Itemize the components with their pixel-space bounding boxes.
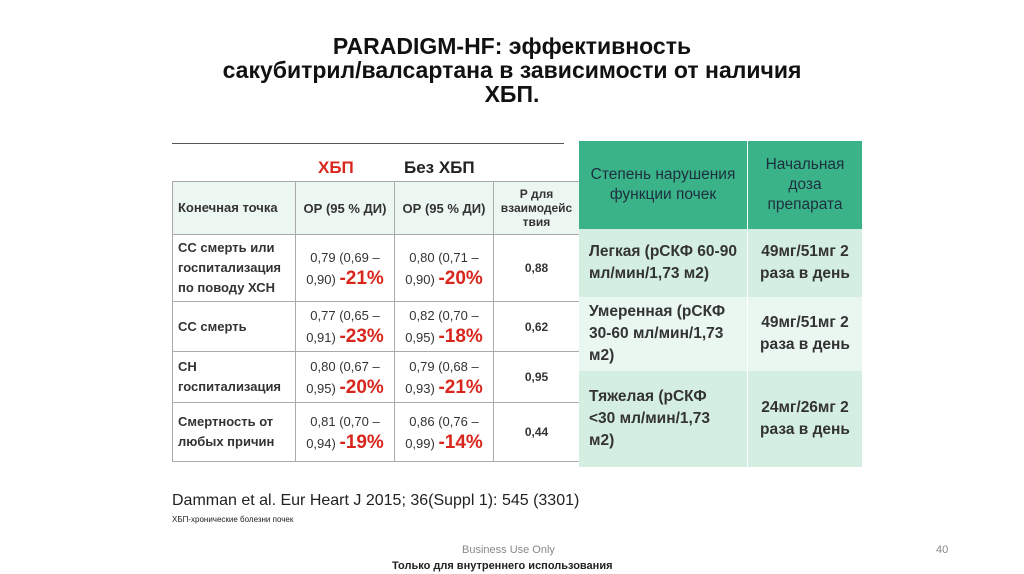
risk-reduction: -20% bbox=[438, 267, 483, 289]
p-value: 0,44 bbox=[494, 403, 580, 462]
risk-reduction: -21% bbox=[339, 267, 384, 289]
endpoint-cell: СС смерть bbox=[173, 302, 296, 352]
dose-cell: 49мг/51мг 2 раза в день bbox=[748, 297, 863, 371]
table-row bbox=[173, 352, 580, 403]
risk-reduction: -21% bbox=[438, 376, 483, 398]
risk-reduction: -14% bbox=[438, 431, 483, 453]
title-line-1: PARADIGM-HF: эффективность bbox=[332, 33, 692, 59]
dose-cell: 49мг/51мг 2 раза в день bbox=[748, 229, 863, 297]
hazard-ratio: 0,81 (0,70 – 0,94) bbox=[306, 413, 380, 451]
risk-reduction: -19% bbox=[339, 431, 384, 453]
ckd-cell bbox=[296, 235, 395, 302]
risk-reduction: -23% bbox=[339, 326, 384, 347]
endpoint-cell: Смертность от любых причин bbox=[173, 403, 296, 462]
p-value: 0,62 bbox=[494, 302, 580, 352]
no-ckd-cell bbox=[395, 235, 494, 302]
hazard-ratio: 0,79 (0,69 – 0,90) bbox=[306, 249, 380, 287]
table-row bbox=[579, 297, 862, 371]
severity-cell: Легкая (рСКФ 60-90 мл/мин/1,73 м2) bbox=[579, 229, 748, 297]
group-label-no-ckd: Без ХБП bbox=[404, 158, 475, 177]
ckd-cell bbox=[296, 403, 395, 462]
header-or-ckd: ОР (95 % ДИ) bbox=[296, 182, 395, 235]
table-row bbox=[173, 235, 580, 302]
table-row bbox=[579, 229, 862, 297]
hazard-ratio: 0,86 (0,76 – 0,99) bbox=[405, 413, 479, 451]
dose-cell: 24мг/26мг 2 раза в день bbox=[748, 371, 863, 467]
p-value: 0,95 bbox=[494, 352, 580, 403]
header-endpoint: Конечная точка bbox=[173, 182, 296, 235]
header-or-no-ckd: ОР (95 % ДИ) bbox=[395, 182, 494, 235]
table-row bbox=[579, 371, 862, 467]
no-ckd-cell bbox=[395, 302, 494, 352]
footer-classification: Business Use Only bbox=[462, 544, 555, 556]
endpoint-cell: СС смерть или госпитализация по поводу ХСН bbox=[173, 235, 296, 302]
no-ckd-cell bbox=[395, 352, 494, 403]
page-number: 40 bbox=[936, 544, 949, 556]
hazard-ratio: 0,82 (0,70 – 0,95) bbox=[405, 308, 479, 345]
footer-internal-note: Только для внутреннего использования bbox=[392, 560, 613, 572]
table-row bbox=[173, 302, 580, 352]
ckd-cell bbox=[296, 302, 395, 352]
title-line-2: сакубитрил/валсартана в зависимости от наличия bbox=[222, 57, 802, 83]
dosing-header-row bbox=[579, 141, 862, 229]
hazard-ratio: 0,79 (0,68 – 0,93) bbox=[405, 358, 479, 396]
p-value: 0,88 bbox=[494, 235, 580, 302]
dosing-table bbox=[579, 141, 862, 467]
top-divider bbox=[172, 143, 564, 144]
slide-title bbox=[150, 34, 874, 106]
ckd-cell bbox=[296, 352, 395, 403]
endpoint-cell: СН госпитализация bbox=[173, 352, 296, 403]
efficacy-header-row bbox=[173, 182, 580, 235]
efficacy-table bbox=[172, 181, 580, 462]
table-row bbox=[173, 403, 580, 462]
severity-cell: Тяжелая (рСКФ <30 мл/мин/1,73 м2) bbox=[579, 371, 748, 467]
hazard-ratio: 0,77 (0,65 – 0,91) bbox=[306, 308, 380, 345]
hazard-ratio: 0,80 (0,67 – 0,95) bbox=[306, 358, 380, 396]
title-line-3: ХБП. bbox=[484, 81, 540, 107]
group-label-ckd: ХБП bbox=[318, 158, 354, 177]
header-dose: Начальная доза препарата bbox=[748, 141, 863, 229]
header-p-interaction: Р для взаимодейс твия bbox=[494, 182, 580, 235]
hazard-ratio: 0,80 (0,71 – 0,90) bbox=[405, 249, 479, 287]
abbreviation-note: ХБП-хронические болезни почек bbox=[172, 515, 294, 524]
severity-cell: Умеренная (рСКФ 30-60 мл/мин/1,73 м2) bbox=[579, 297, 748, 371]
risk-reduction: -20% bbox=[339, 376, 384, 398]
header-severity: Степень нарушения функции почек bbox=[579, 141, 748, 229]
reference-citation: Damman et al. Eur Heart J 2015; 36(Suppl 1): 545 (3301) bbox=[172, 492, 580, 509]
no-ckd-cell bbox=[395, 403, 494, 462]
risk-reduction: -18% bbox=[438, 326, 483, 347]
